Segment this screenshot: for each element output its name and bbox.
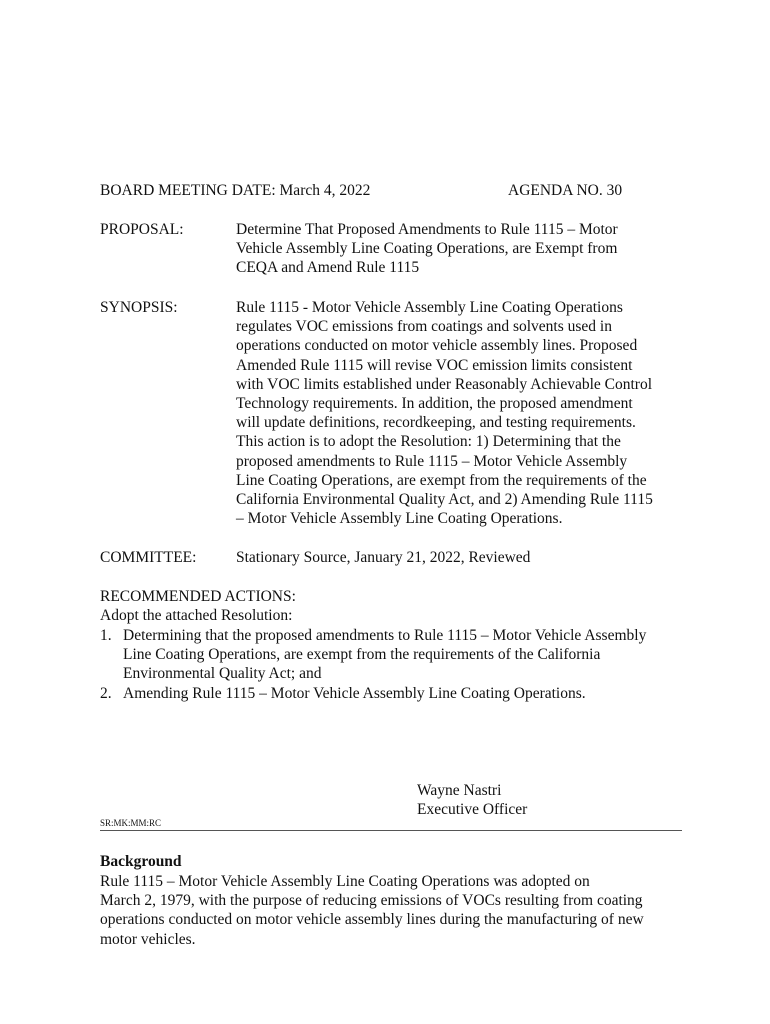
synopsis-line: proposed amendments to Rule 1115 – Motor Vehicle Assembly (236, 452, 628, 470)
synopsis-line: Line Coating Operations, are exempt from the requirements of the (236, 471, 647, 489)
synopsis-line: California Environmental Quality Act, and 2) Amending Rule 1115 (236, 491, 653, 509)
background-line: March 2, 1979, with the purpose of reducing emissions of VOCs resulting from coating (100, 892, 643, 910)
signatory-title: Executive Officer (417, 801, 528, 819)
signatory-name: Wayne Nastri (417, 782, 502, 799)
board-meeting-date: BOARD MEETING DATE: March 4, 2022 (100, 182, 371, 199)
background-paragraph (100, 872, 690, 949)
recommended-actions-heading: RECOMMENDED ACTIONS: (100, 588, 296, 605)
list-item-line: Amending Rule 1115 – Motor Vehicle Assembly Line Coating Operations. (123, 684, 586, 702)
list-item (100, 684, 700, 703)
list-item-number: 2. (100, 684, 112, 702)
synopsis-line: – Motor Vehicle Assembly Line Coating Operations. (236, 510, 563, 528)
synopsis-line: This action is to adopt the Resolution: 1) Determining that the (236, 433, 621, 451)
list-item-line: Line Coating Operations, are exempt from the requirements of the California (123, 646, 601, 664)
author-initials: SR:MK:MM:RC (100, 818, 162, 828)
proposal-text (236, 220, 686, 278)
synopsis-line: will update definitions, recordkeeping, and testing requirements. (236, 414, 636, 432)
background-line: motor vehicles. (100, 930, 196, 948)
synopsis-line: Rule 1115 - Motor Vehicle Assembly Line Coating Operations (236, 299, 623, 316)
proposal-line: Determine That Proposed Amendments to Rule 1115 – Motor (236, 221, 618, 238)
synopsis-label: SYNOPSIS: (100, 299, 178, 316)
signature-block (417, 781, 527, 819)
synopsis-line: operations conducted on motor vehicle assembly lines. Proposed (236, 337, 638, 355)
list-item-line: Environmental Quality Act; and (123, 665, 322, 683)
synopsis-line: with VOC limits established under Reasonably Achievable Control (236, 375, 653, 393)
synopsis-text (236, 298, 686, 528)
proposal-line: CEQA and Amend Rule 1115 (236, 259, 420, 277)
recommended-actions-intro: Adopt the attached Resolution: (100, 607, 293, 624)
list-item (100, 626, 700, 684)
agenda-number: AGENDA NO. 30 (508, 182, 623, 199)
committee-label: COMMITTEE: (100, 549, 197, 566)
background-line: operations conducted on motor vehicle assembly lines during the manufacturing of new (100, 911, 644, 929)
synopsis-line: Technology requirements. In addition, the proposed amendment (236, 395, 633, 413)
synopsis-line: regulates VOC emissions from coatings and solvents used in (236, 318, 612, 336)
list-item-line: Determining that the proposed amendments to Rule 1115 – Motor Vehicle Assembly (123, 627, 647, 644)
list-item-number: 1. (100, 627, 112, 644)
background-line: Rule 1115 – Motor Vehicle Assembly Line Coating Operations was adopted on (100, 873, 590, 890)
synopsis-line: Amended Rule 1115 will revise VOC emission limits consistent (236, 356, 633, 374)
background-heading: Background (100, 853, 182, 870)
proposal-label: PROPOSAL: (100, 221, 184, 238)
proposal-line: Vehicle Assembly Line Coating Operations, are Exempt from (236, 240, 618, 258)
committee-text: Stationary Source, January 21, 2022, Reviewed (236, 549, 531, 566)
recommended-actions-list (100, 626, 700, 703)
section-divider (100, 830, 682, 831)
